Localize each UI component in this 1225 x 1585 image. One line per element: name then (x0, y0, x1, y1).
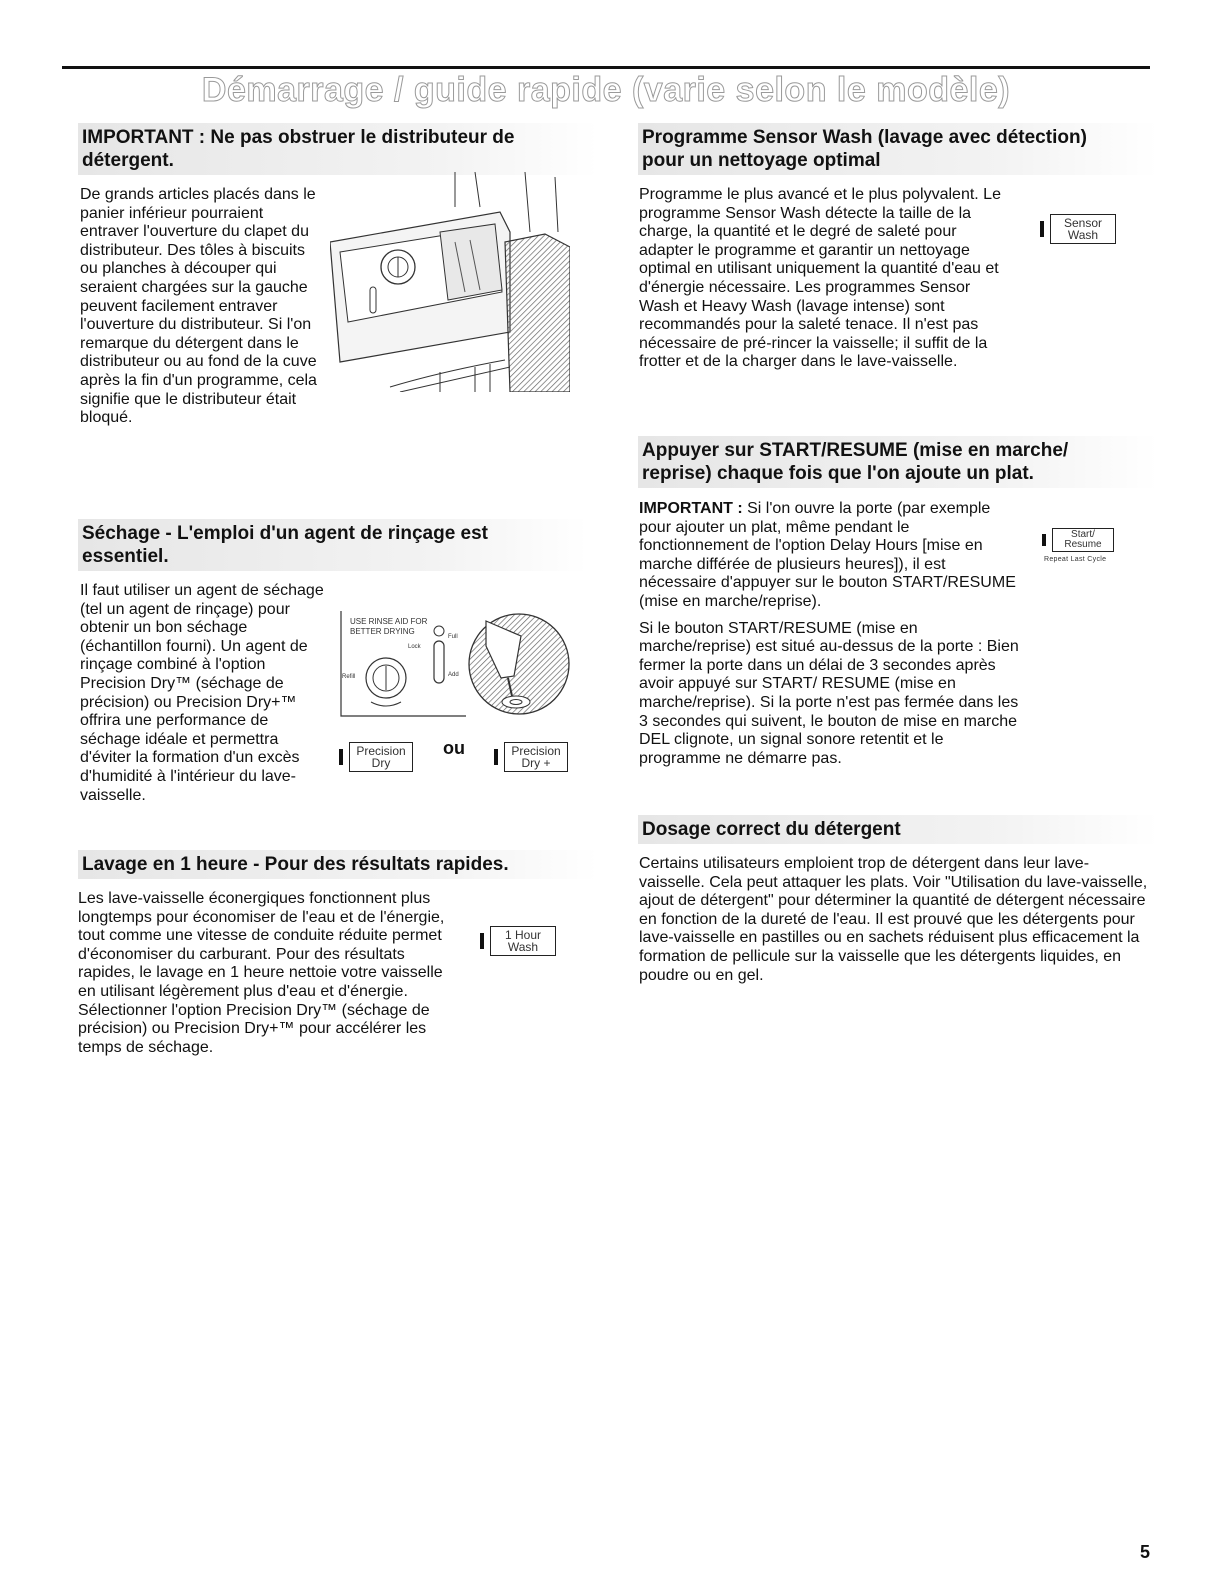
start-resume-line1: Start/ (1071, 529, 1095, 540)
sensor-heading (638, 123, 1158, 175)
rinse-panel-line1: USE RINSE AID FOR (350, 617, 428, 626)
page-title: Démarrage / guide rapide (varie selon le modèle) (201, 71, 1011, 109)
rinse-panel-refill: Refill (342, 674, 356, 680)
drying-heading-line1: Séchage - L'emploi d'un agent de rinçage est (82, 523, 489, 544)
dispenser-illustration (330, 172, 570, 392)
sensor-wash-line2: Wash (1067, 228, 1099, 242)
page-number: 5 (1139, 1542, 1150, 1562)
sensor-wash-line1: Sensor (1063, 216, 1103, 230)
start-heading-line1: Appuyer sur START/RESUME (mise en marche/ (642, 440, 1069, 461)
dosage-body: Certains utilisateurs emploient trop de détergent dans leur lave-vaisselle. Cela peut attaquer les plats. Voir "Utilisation du lave-vaisselle, ajout de détergent" pour déterminer la quantité de détergent nécessaire en fonction de la dureté de l'eau. Il est prouvé que les détergents pour lave-vaisselle en pastilles ou en sachets réduisent plus efficacement la formation de pellicule sur la vaisselle que les détergents liquides, en poudre ou en gel. (639, 855, 1148, 984)
one-hour-body: Les lave-vaisselle éconergiques fonctionnent plus longtemps pour économiser de l'eau et de l'énergie, tout comme une vitesse de conduite réduite permet d'économiser du carburant. Pour des résultats rapides, le lavage en 1 heure nettoie votre vaisselle en utilisant légèrement plus d'eau et d'énergie. Sélectionner l'option Precision Dry™ (séchage de précision) ou Precision Dry+™ pour accélérer les temps de séchage. (78, 890, 445, 1056)
sensor-wash-button (1040, 214, 1116, 244)
dispenser-heading-line1: IMPORTANT : Ne pas obstruer le distributeur de (82, 127, 515, 148)
one-hour-heading: Lavage en 1 heure - Pour des résultats rapides. (78, 850, 598, 879)
precision-dry-plus-button (494, 742, 568, 772)
start-resume-line2: Resume (1064, 539, 1102, 550)
precision-dry-line1: Precision (356, 744, 406, 758)
start-heading-line2: reprise) chaque fois que l'on ajoute un plat. (642, 463, 1034, 484)
repeat-last-cycle-label: Repeat Last Cycle (1044, 556, 1107, 563)
dispenser-heading (78, 123, 598, 175)
precision-dry-plus-line1: Precision (511, 744, 561, 758)
start-important-label: IMPORTANT : (639, 500, 743, 517)
dispenser-heading-line2: détergent. (82, 150, 174, 171)
one-hour-wash-button (480, 926, 556, 956)
one-hour-wash-line2: Wash (507, 940, 539, 954)
dosage-heading: Dosage correct du détergent (638, 815, 1158, 844)
drying-body: Il faut utiliser un agent de séchage (tel un agent de rinçage) pour obtenir un bon séchage (échantillon fourni). Un agent de rinçage combiné à l'option Precision Dry™ (séchage de précision) ou Precision Dry+™ offrira une performance de séchage idéale et permettra d'éviter la formation d'un excès d'humidité à l'intérieur du lave-vaisselle. (80, 582, 324, 804)
start-resume-button (1042, 528, 1114, 552)
precision-dry-button (339, 742, 413, 772)
one-hour-wash-line1: 1 Hour (504, 928, 542, 942)
top-rule (62, 66, 1150, 69)
precision-dry-line2: Dry (371, 756, 391, 770)
sensor-heading-line1: Programme Sensor Wash (lavage avec détection) (642, 127, 1087, 148)
drying-heading (78, 519, 588, 571)
or-label: ou (443, 738, 465, 758)
start-heading (638, 436, 1158, 488)
start-body (639, 500, 1019, 776)
rinse-aid-illustration (336, 606, 576, 741)
drying-heading-line2: essentiel. (82, 546, 169, 567)
start-body-paragraph1: Si l'on ouvre la porte (par exemple pour ajouter un plat, même pendant le fonctionnement de l'option Delay Hours [mise en marche différée de plusieurs heures]), il est nécessaire d'appuyer sur le bouton START/RESUME (mise en marche/reprise). (639, 500, 1016, 610)
rinse-panel-add: Add (448, 672, 459, 678)
sensor-heading-line2: pour un nettoyage optimal (642, 150, 881, 171)
rinse-panel-line2: BETTER DRYING (350, 627, 415, 636)
start-body-paragraph2: Si le bouton START/RESUME (mise en marche/reprise) est situé au-dessus de la porte : Bien fermer la porte dans un délai de 3 secondes après avoir appuyé sur START/ RESUME (mise en marche/reprise). Si la porte n'est pas fermée dans les 3 secondes qui suivent, le bouton de mise en marche DEL clignote, un signal sonore retentit et le programme ne démarre pas. (639, 619, 1019, 767)
sensor-body: Programme le plus avancé et le plus polyvalent. Le programme Sensor Wash détecte la taille de la charge, la quantité et le degré de saleté pour adapter le programme et garantir un nettoyage optimal en utilisant uniquement la quantité d'eau et d'énergie nécessaire. Les programmes Sensor Wash et Heavy Wash (lavage intense) sont recommandés pour la saleté tenace. Il n'est pas nécessaire de pré-rincer la vaisselle; il suffit de la frotter et de la charger dans le lave-vaisselle. (639, 186, 1001, 371)
rinse-panel-lock: Lock (408, 644, 421, 650)
rinse-panel-full: Full (448, 634, 458, 640)
dispenser-body: De grands articles placés dans le panier inférieur pourraient entraver l'ouverture du clapet du distributeur. Des tôles à biscuits ou planches à découper qui seraient chargées sur la gauche peuvent facilement entraver l'ouverture du distributeur. Si l'on remarque du détergent dans le distributeur ou au fond de la cuve après la fin d'un programme, cela signifie que le distributeur était bloqué. (80, 186, 317, 427)
precision-dry-plus-line2: Dry + (521, 756, 551, 770)
